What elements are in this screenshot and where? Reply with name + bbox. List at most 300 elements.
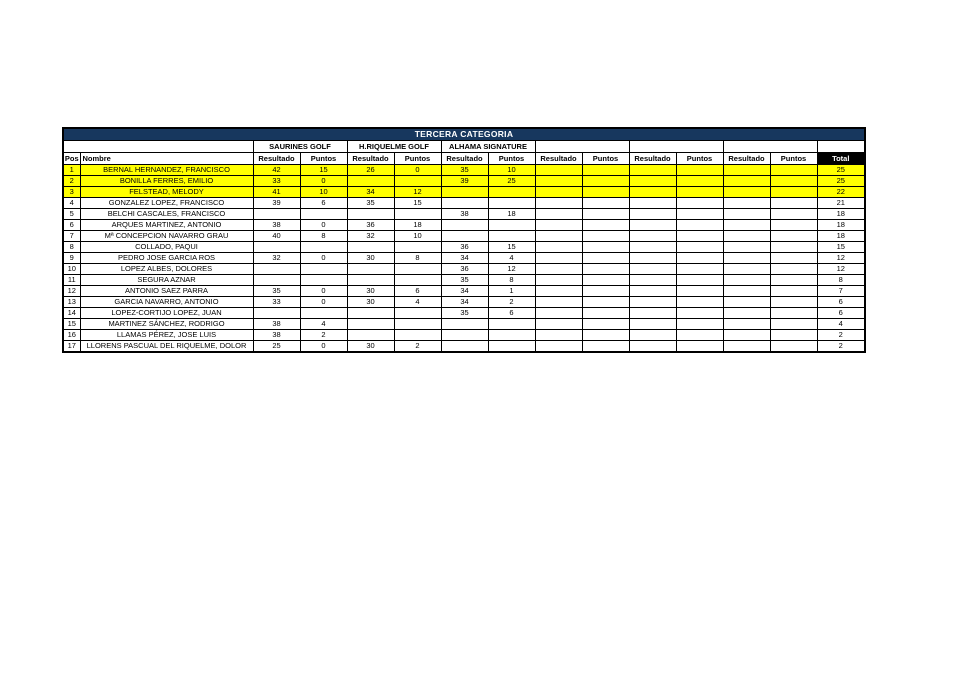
score-cell: 35 [441, 308, 488, 319]
name-cell: LLAMAS PÉREZ, JOSE LUIS [80, 330, 253, 341]
score-cell [676, 187, 723, 198]
score-cell [582, 330, 629, 341]
score-cell [770, 165, 817, 176]
score-cell: 10 [300, 187, 347, 198]
score-cell [723, 330, 770, 341]
score-cell: 18 [488, 209, 535, 220]
score-cell: 38 [253, 220, 300, 231]
score-cell [629, 286, 676, 297]
name-cell: GARCIA NAVARRO, ANTONIO [80, 297, 253, 308]
score-cell [723, 297, 770, 308]
score-cell: 0 [394, 165, 441, 176]
score-cell [535, 198, 582, 209]
score-cell: 36 [441, 264, 488, 275]
score-cell [770, 308, 817, 319]
name-cell: SEGURA AZNAR [80, 275, 253, 286]
table-row [63, 176, 865, 187]
total-cell: 25 [817, 165, 865, 176]
score-cell [394, 209, 441, 220]
title-row [63, 128, 865, 141]
score-cell [770, 330, 817, 341]
score-cell [535, 231, 582, 242]
score-cell [723, 341, 770, 353]
pos-cell: 3 [63, 187, 80, 198]
total-cell: 15 [817, 242, 865, 253]
total-cell: 6 [817, 297, 865, 308]
score-cell: 8 [300, 231, 347, 242]
pos-cell: 10 [63, 264, 80, 275]
score-cell [723, 187, 770, 198]
total-cell: 18 [817, 220, 865, 231]
total-cell: 18 [817, 209, 865, 220]
table-row [63, 275, 865, 286]
score-cell: 8 [394, 253, 441, 264]
table-row [63, 209, 865, 220]
score-cell [770, 220, 817, 231]
score-cell: 4 [394, 297, 441, 308]
course-header-row [63, 141, 865, 153]
score-cell [676, 308, 723, 319]
header-puntos-4: Puntos [582, 153, 629, 165]
table-row [63, 165, 865, 176]
name-cell: BELCHI CASCALES, FRANCISCO [80, 209, 253, 220]
header-total: Total [817, 153, 865, 165]
name-cell: PEDRO JOSE GARCIA ROS [80, 253, 253, 264]
score-cell [629, 319, 676, 330]
score-cell [676, 286, 723, 297]
score-cell [488, 198, 535, 209]
score-cell: 39 [253, 198, 300, 209]
score-cell [723, 253, 770, 264]
score-cell [253, 264, 300, 275]
score-cell: 25 [253, 341, 300, 353]
score-cell [535, 319, 582, 330]
score-cell [723, 242, 770, 253]
score-cell [723, 209, 770, 220]
score-cell [723, 198, 770, 209]
score-cell [723, 275, 770, 286]
score-cell [253, 242, 300, 253]
score-cell [770, 231, 817, 242]
score-cell [676, 220, 723, 231]
score-cell [535, 264, 582, 275]
score-cell: 10 [488, 165, 535, 176]
header-pos: Pos [64, 154, 79, 163]
pos-cell: 13 [63, 297, 80, 308]
score-cell [582, 275, 629, 286]
score-cell: 10 [394, 231, 441, 242]
score-cell: 1 [488, 286, 535, 297]
score-cell: 33 [253, 297, 300, 308]
pos-cell: 11 [63, 275, 80, 286]
score-cell [535, 330, 582, 341]
score-cell [582, 297, 629, 308]
course-header-empty-1 [535, 141, 629, 153]
score-cell [300, 264, 347, 275]
score-cell: 35 [441, 275, 488, 286]
score-cell: 30 [347, 286, 394, 297]
header-nombre: Nombre [80, 153, 253, 165]
score-cell [582, 187, 629, 198]
score-cell [300, 308, 347, 319]
score-cell [535, 176, 582, 187]
course-header-saurines: SAURINES GOLF [253, 141, 347, 153]
score-cell [629, 187, 676, 198]
score-cell [535, 253, 582, 264]
score-cell [300, 275, 347, 286]
score-cell [488, 187, 535, 198]
page-title: TERCERA CATEGORIA [63, 128, 865, 141]
score-cell [723, 264, 770, 275]
score-cell [629, 165, 676, 176]
score-cell: 2 [488, 297, 535, 308]
total-cell: 4 [817, 319, 865, 330]
table-row [63, 198, 865, 209]
score-cell: 30 [347, 341, 394, 353]
header-puntos-2: Puntos [394, 153, 441, 165]
score-cell [347, 242, 394, 253]
results-sheet [62, 127, 866, 353]
score-cell: 35 [253, 286, 300, 297]
score-cell: 36 [347, 220, 394, 231]
score-cell [535, 242, 582, 253]
header-puntos-1: Puntos [300, 153, 347, 165]
pos-cell: 5 [63, 209, 80, 220]
score-cell: 15 [488, 242, 535, 253]
name-cell: ARQUES MARTINEZ, ANTONIO [80, 220, 253, 231]
score-cell [535, 275, 582, 286]
name-cell: GONZALEZ LOPEZ, FRANCISCO [80, 198, 253, 209]
score-cell [488, 341, 535, 353]
score-cell: 36 [441, 242, 488, 253]
score-cell [535, 187, 582, 198]
score-cell [582, 165, 629, 176]
score-cell: 30 [347, 253, 394, 264]
score-cell [629, 176, 676, 187]
pos-cell: 8 [63, 242, 80, 253]
total-cell: 21 [817, 198, 865, 209]
score-cell [582, 220, 629, 231]
score-cell: 41 [253, 187, 300, 198]
table-row [63, 220, 865, 231]
name-cell: LLORENS PASCUAL DEL RIQUELME, DOLOR [80, 341, 253, 353]
score-cell [582, 209, 629, 220]
score-cell [582, 341, 629, 353]
score-cell: 2 [300, 330, 347, 341]
score-cell [535, 341, 582, 353]
name-cell: LOPEZ-CORTIJO LOPEZ, JUAN [80, 308, 253, 319]
score-cell [629, 242, 676, 253]
score-cell: 18 [394, 220, 441, 231]
score-cell [723, 176, 770, 187]
table-row [63, 341, 865, 353]
score-cell [629, 209, 676, 220]
score-cell [676, 242, 723, 253]
header-resultado-4: Resultado [535, 153, 582, 165]
score-cell [441, 220, 488, 231]
table-row [63, 264, 865, 275]
score-cell [253, 308, 300, 319]
pos-cell: 1 [63, 165, 80, 176]
score-cell [770, 187, 817, 198]
score-cell [770, 264, 817, 275]
table-row [63, 308, 865, 319]
score-cell [441, 187, 488, 198]
score-cell [394, 275, 441, 286]
table-row [63, 187, 865, 198]
score-cell: 25 [488, 176, 535, 187]
score-cell [535, 209, 582, 220]
score-cell [770, 242, 817, 253]
score-cell [629, 330, 676, 341]
score-cell: 38 [253, 330, 300, 341]
score-cell: 0 [300, 220, 347, 231]
score-cell [441, 231, 488, 242]
score-cell: 6 [394, 286, 441, 297]
score-cell [582, 286, 629, 297]
score-cell: 35 [347, 198, 394, 209]
score-cell [582, 308, 629, 319]
total-cell: 25 [817, 176, 865, 187]
score-cell [676, 165, 723, 176]
score-cell [535, 220, 582, 231]
score-cell [300, 209, 347, 220]
score-cell [347, 176, 394, 187]
score-cell [770, 297, 817, 308]
score-cell: 42 [253, 165, 300, 176]
score-cell: 6 [300, 198, 347, 209]
score-cell: 39 [441, 176, 488, 187]
pos-cell: 7 [63, 231, 80, 242]
course-header-void [817, 141, 865, 153]
total-cell: 2 [817, 341, 865, 353]
score-cell: 15 [394, 198, 441, 209]
results-table [62, 127, 866, 353]
score-cell [394, 264, 441, 275]
score-cell: 12 [394, 187, 441, 198]
table-row [63, 253, 865, 264]
score-cell [582, 231, 629, 242]
table-row [63, 330, 865, 341]
score-cell [629, 231, 676, 242]
score-cell: 12 [488, 264, 535, 275]
score-cell [347, 264, 394, 275]
score-cell [676, 330, 723, 341]
course-header-empty-2 [629, 141, 723, 153]
score-cell [770, 253, 817, 264]
course-header-spacer [63, 141, 253, 153]
name-cell: BONILLA FERRES, EMILIO [80, 176, 253, 187]
pos-cell: 4 [63, 198, 80, 209]
score-cell [723, 286, 770, 297]
course-header-riquelme: H.RIQUELME GOLF [347, 141, 441, 153]
score-cell [770, 286, 817, 297]
score-cell [770, 176, 817, 187]
name-cell: LOPEZ ALBES, DOLORES [80, 264, 253, 275]
score-cell [488, 220, 535, 231]
header-resultado-6: Resultado [723, 153, 770, 165]
score-cell: 38 [441, 209, 488, 220]
table-row [63, 319, 865, 330]
score-cell [582, 242, 629, 253]
header-resultado-3: Resultado [441, 153, 488, 165]
header-puntos-3: Puntos [488, 153, 535, 165]
name-cell: BERNAL HERNANDEZ, FRANCISCO [80, 165, 253, 176]
score-cell: 34 [441, 297, 488, 308]
score-cell: 0 [300, 253, 347, 264]
name-cell: MARTINEZ SÁNCHEZ, RODRIGO [80, 319, 253, 330]
score-cell [488, 319, 535, 330]
score-cell: 4 [300, 319, 347, 330]
score-cell [582, 264, 629, 275]
score-cell: 0 [300, 297, 347, 308]
score-cell [347, 275, 394, 286]
header-resultado-5: Resultado [629, 153, 676, 165]
score-cell: 33 [253, 176, 300, 187]
score-cell [582, 176, 629, 187]
score-cell: 32 [347, 231, 394, 242]
score-cell [676, 264, 723, 275]
score-cell [441, 319, 488, 330]
total-cell: 7 [817, 286, 865, 297]
total-cell: 12 [817, 253, 865, 264]
name-cell: COLLADO, PAQUI [80, 242, 253, 253]
score-cell: 6 [488, 308, 535, 319]
score-cell [253, 275, 300, 286]
score-cell [394, 308, 441, 319]
pos-cell: 2 [63, 176, 80, 187]
header-resultado-2: Resultado [347, 153, 394, 165]
score-cell [723, 165, 770, 176]
score-cell [629, 220, 676, 231]
score-cell [676, 297, 723, 308]
score-cell [300, 242, 347, 253]
score-cell [535, 308, 582, 319]
score-cell [723, 231, 770, 242]
score-cell [676, 275, 723, 286]
name-cell: Mª CONCEPCION NAVARRO GRAU [80, 231, 253, 242]
score-cell: 34 [347, 187, 394, 198]
score-cell: 34 [441, 286, 488, 297]
pos-cell: 15 [63, 319, 80, 330]
score-cell [629, 198, 676, 209]
course-header-alhama: ALHAMA SIGNATURE [441, 141, 535, 153]
score-cell [629, 253, 676, 264]
total-cell: 2 [817, 330, 865, 341]
score-cell [347, 209, 394, 220]
score-cell [253, 209, 300, 220]
score-cell [770, 341, 817, 353]
column-header-row [63, 153, 865, 165]
score-cell [676, 198, 723, 209]
pos-cell: 17 [63, 341, 80, 353]
score-cell [394, 242, 441, 253]
score-cell [582, 198, 629, 209]
table-row [63, 286, 865, 297]
score-cell [441, 330, 488, 341]
score-cell [676, 176, 723, 187]
table-body [63, 165, 865, 353]
score-cell [770, 319, 817, 330]
name-cell: ANTONIO SAEZ PARRA [80, 286, 253, 297]
score-cell: 2 [394, 341, 441, 353]
score-cell: 0 [300, 176, 347, 187]
score-cell [582, 319, 629, 330]
score-cell [676, 341, 723, 353]
score-cell [629, 297, 676, 308]
total-cell: 8 [817, 275, 865, 286]
total-cell: 22 [817, 187, 865, 198]
score-cell [723, 308, 770, 319]
score-cell [394, 176, 441, 187]
score-cell [676, 231, 723, 242]
pos-cell: 14 [63, 308, 80, 319]
score-cell: 0 [300, 286, 347, 297]
score-cell [582, 253, 629, 264]
name-cell: FELSTEAD, MELODY [80, 187, 253, 198]
total-cell: 12 [817, 264, 865, 275]
score-cell [347, 330, 394, 341]
score-cell [488, 330, 535, 341]
score-cell [441, 198, 488, 209]
score-cell: 40 [253, 231, 300, 242]
score-cell [629, 308, 676, 319]
score-cell [723, 220, 770, 231]
score-cell [535, 286, 582, 297]
score-cell: 15 [300, 165, 347, 176]
score-cell [347, 308, 394, 319]
score-cell [676, 209, 723, 220]
score-cell [535, 165, 582, 176]
pos-cell: 12 [63, 286, 80, 297]
pos-cell: 9 [63, 253, 80, 264]
header-resultado-1: Resultado [253, 153, 300, 165]
score-cell [629, 341, 676, 353]
score-cell [723, 319, 770, 330]
score-cell: 26 [347, 165, 394, 176]
pos-cell: 16 [63, 330, 80, 341]
score-cell: 30 [347, 297, 394, 308]
pos-cell: 6 [63, 220, 80, 231]
score-cell [629, 275, 676, 286]
score-cell [676, 319, 723, 330]
score-cell [770, 198, 817, 209]
course-header-empty-3 [723, 141, 817, 153]
score-cell [770, 275, 817, 286]
score-cell: 38 [253, 319, 300, 330]
score-cell [394, 319, 441, 330]
score-cell: 35 [441, 165, 488, 176]
score-cell [347, 319, 394, 330]
header-puntos-6: Puntos [770, 153, 817, 165]
score-cell: 4 [488, 253, 535, 264]
table-row [63, 242, 865, 253]
score-cell: 34 [441, 253, 488, 264]
score-cell [535, 297, 582, 308]
score-cell [441, 341, 488, 353]
score-cell [629, 264, 676, 275]
score-cell [770, 209, 817, 220]
score-cell [394, 330, 441, 341]
table-row [63, 231, 865, 242]
header-puntos-5: Puntos [676, 153, 723, 165]
score-cell: 32 [253, 253, 300, 264]
score-cell [488, 231, 535, 242]
table-row [63, 297, 865, 308]
score-cell: 8 [488, 275, 535, 286]
score-cell: 0 [300, 341, 347, 353]
score-cell [676, 253, 723, 264]
